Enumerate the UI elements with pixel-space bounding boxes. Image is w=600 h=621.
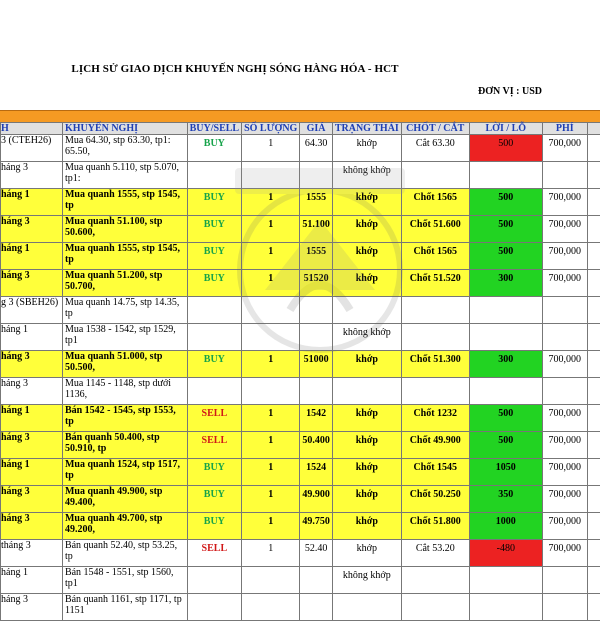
column-header[interactable]: BUY/SELL — [187, 123, 241, 135]
extra-cell[interactable] — [587, 270, 600, 297]
buy-sell-cell[interactable]: BUY — [187, 189, 241, 216]
status-cell[interactable]: khớp — [332, 459, 401, 486]
buy-sell-cell[interactable] — [187, 378, 241, 405]
recommendation-cell[interactable]: Bán quanh 50.400, stp 50.910, tp — [62, 432, 187, 459]
fee-cell[interactable]: 700,000 — [542, 189, 587, 216]
quantity-cell[interactable]: 1 — [242, 486, 300, 513]
profit-loss-cell[interactable]: 500 — [469, 216, 542, 243]
contract-cell[interactable]: háng 3 — [1, 378, 63, 405]
fee-cell[interactable]: 700,000 — [542, 135, 587, 162]
quantity-cell[interactable] — [242, 594, 300, 621]
fee-cell[interactable]: 700,000 — [542, 405, 587, 432]
price-cell[interactable]: 1542 — [300, 405, 333, 432]
table-row — [1, 405, 600, 432]
profit-loss-cell[interactable] — [469, 162, 542, 189]
close-cut-cell[interactable] — [401, 297, 469, 324]
buy-sell-cell[interactable]: BUY — [187, 135, 241, 162]
buy-sell-cell[interactable]: BUY — [187, 459, 241, 486]
quantity-cell[interactable] — [242, 297, 300, 324]
buy-sell-cell[interactable] — [187, 297, 241, 324]
price-cell[interactable] — [300, 162, 333, 189]
quantity-cell[interactable]: 1 — [242, 243, 300, 270]
price-cell[interactable]: 49.900 — [300, 486, 333, 513]
contract-cell[interactable]: háng 3 — [1, 216, 63, 243]
buy-sell-cell[interactable] — [187, 594, 241, 621]
profit-loss-cell[interactable] — [469, 378, 542, 405]
close-cut-cell[interactable]: Chốt 51.520 — [401, 270, 469, 297]
recommendation-cell[interactable]: Mua quanh 1555, stp 1545, tp — [62, 243, 187, 270]
contract-cell[interactable]: háng 1 — [1, 324, 63, 351]
table-row — [1, 567, 600, 594]
status-cell[interactable]: khớp — [332, 351, 401, 378]
contract-cell[interactable]: háng 3 — [1, 513, 63, 540]
contract-cell[interactable]: háng 1 — [1, 567, 63, 594]
profit-loss-cell[interactable]: 500 — [469, 135, 542, 162]
close-cut-cell[interactable]: Chốt 1232 — [401, 405, 469, 432]
fee-cell[interactable]: 700,000 — [542, 486, 587, 513]
status-cell[interactable]: khớp — [332, 216, 401, 243]
contract-cell[interactable]: g 3 (SBEH26) — [1, 297, 63, 324]
fee-cell[interactable] — [542, 594, 587, 621]
contract-cell[interactable]: háng 1 — [1, 243, 63, 270]
contract-cell[interactable]: háng 3 — [1, 486, 63, 513]
quantity-cell[interactable]: 1 — [242, 189, 300, 216]
status-cell[interactable] — [332, 297, 401, 324]
close-cut-cell[interactable]: Chốt 1545 — [401, 459, 469, 486]
column-header[interactable]: PHÍ — [542, 123, 587, 135]
quantity-cell[interactable] — [242, 162, 300, 189]
price-cell[interactable]: 1555 — [300, 243, 333, 270]
price-cell[interactable]: 51.100 — [300, 216, 333, 243]
status-cell[interactable]: khớp — [332, 540, 401, 567]
trade-history-table — [0, 122, 600, 621]
recommendation-cell[interactable]: Mua 1538 - 1542, stp 1529, tp1 — [62, 324, 187, 351]
table-row — [1, 162, 600, 189]
column-header[interactable]: KHUYẾN NGHỊ — [62, 123, 187, 135]
close-cut-cell[interactable]: Cắt 63.30 — [401, 135, 469, 162]
profit-loss-cell[interactable]: 1000 — [469, 513, 542, 540]
quantity-cell[interactable]: 1 — [242, 135, 300, 162]
extra-cell[interactable] — [587, 189, 600, 216]
fee-cell[interactable] — [542, 567, 587, 594]
buy-sell-cell[interactable] — [187, 567, 241, 594]
buy-sell-cell[interactable] — [187, 162, 241, 189]
buy-sell-cell[interactable]: SELL — [187, 540, 241, 567]
close-cut-cell[interactable]: Chốt 51.300 — [401, 351, 469, 378]
column-header[interactable] — [587, 123, 600, 135]
recommendation-cell[interactable]: Mua quanh 51.200, stp 50.700, — [62, 270, 187, 297]
profit-loss-cell[interactable]: 500 — [469, 405, 542, 432]
close-cut-cell[interactable]: Cắt 53.20 — [401, 540, 469, 567]
extra-cell[interactable] — [587, 540, 600, 567]
close-cut-cell[interactable]: Chốt 51.600 — [401, 216, 469, 243]
column-header[interactable]: CHỐT / CẮT — [401, 123, 469, 135]
price-cell[interactable]: 1524 — [300, 459, 333, 486]
price-cell[interactable]: 1555 — [300, 189, 333, 216]
profit-loss-cell[interactable] — [469, 297, 542, 324]
contract-cell[interactable]: háng 3 — [1, 162, 63, 189]
status-cell[interactable]: không khớp — [332, 324, 401, 351]
status-cell[interactable]: khớp — [332, 486, 401, 513]
extra-cell[interactable] — [587, 135, 600, 162]
profit-loss-cell[interactable] — [469, 567, 542, 594]
close-cut-cell[interactable]: Chốt 51.800 — [401, 513, 469, 540]
fee-cell[interactable]: 700,000 — [542, 351, 587, 378]
quantity-cell[interactable]: 1 — [242, 270, 300, 297]
quantity-cell[interactable]: 1 — [242, 513, 300, 540]
extra-cell[interactable] — [587, 594, 600, 621]
status-cell[interactable]: khớp — [332, 243, 401, 270]
table-row — [1, 189, 600, 216]
fee-cell[interactable]: 700,000 — [542, 540, 587, 567]
quantity-cell[interactable]: 1 — [242, 432, 300, 459]
extra-cell[interactable] — [587, 567, 600, 594]
table-row — [1, 378, 600, 405]
price-cell[interactable]: 49.750 — [300, 513, 333, 540]
extra-cell[interactable] — [587, 351, 600, 378]
status-cell[interactable]: khớp — [332, 135, 401, 162]
buy-sell-cell[interactable]: BUY — [187, 216, 241, 243]
buy-sell-cell[interactable]: SELL — [187, 405, 241, 432]
profit-loss-cell[interactable] — [469, 594, 542, 621]
status-cell[interactable]: khớp — [332, 513, 401, 540]
status-cell[interactable]: không khớp — [332, 162, 401, 189]
recommendation-cell[interactable]: Mua quanh 1555, stp 1545, tp — [62, 189, 187, 216]
column-header[interactable]: SỐ LƯỢNG — [242, 123, 300, 135]
extra-cell[interactable] — [587, 513, 600, 540]
close-cut-cell[interactable] — [401, 324, 469, 351]
column-header[interactable]: GIÁ — [300, 123, 333, 135]
fee-cell[interactable]: 700,000 — [542, 459, 587, 486]
extra-cell[interactable] — [587, 216, 600, 243]
table-row — [1, 297, 600, 324]
table-row — [1, 216, 600, 243]
quantity-cell[interactable]: 1 — [242, 405, 300, 432]
profit-loss-cell[interactable] — [469, 324, 542, 351]
price-cell[interactable]: 51000 — [300, 351, 333, 378]
buy-sell-cell[interactable]: SELL — [187, 432, 241, 459]
fee-cell[interactable]: 700,000 — [542, 270, 587, 297]
column-header[interactable]: TRẠNG THÁI — [332, 123, 401, 135]
table-row — [1, 135, 600, 162]
contract-cell[interactable]: háng 1 — [1, 405, 63, 432]
fee-cell[interactable] — [542, 324, 587, 351]
profit-loss-cell[interactable]: 500 — [469, 432, 542, 459]
quantity-cell[interactable]: 1 — [242, 351, 300, 378]
price-cell[interactable]: 50.400 — [300, 432, 333, 459]
column-header[interactable]: H — [1, 123, 63, 135]
contract-cell[interactable]: háng 3 — [1, 270, 63, 297]
fee-cell[interactable]: 700,000 — [542, 432, 587, 459]
contract-cell[interactable]: háng 1 — [1, 189, 63, 216]
close-cut-cell[interactable]: Chốt 1565 — [401, 243, 469, 270]
quantity-cell[interactable] — [242, 567, 300, 594]
buy-sell-cell[interactable]: BUY — [187, 513, 241, 540]
fee-cell[interactable] — [542, 378, 587, 405]
profit-loss-cell[interactable]: 500 — [469, 189, 542, 216]
fee-cell[interactable]: 700,000 — [542, 243, 587, 270]
contract-cell[interactable]: háng 3 — [1, 351, 63, 378]
close-cut-cell[interactable] — [401, 594, 469, 621]
recommendation-cell[interactable]: Mua quanh 14.75, stp 14.35, tp — [62, 297, 187, 324]
extra-cell[interactable] — [587, 432, 600, 459]
extra-cell[interactable] — [587, 243, 600, 270]
extra-cell[interactable] — [587, 486, 600, 513]
extra-cell[interactable] — [587, 459, 600, 486]
table-row — [1, 324, 600, 351]
recommendation-cell[interactable]: Bán quanh 1161, stp 1171, tp 1151 — [62, 594, 187, 621]
table-row — [1, 540, 600, 567]
buy-sell-cell[interactable]: BUY — [187, 486, 241, 513]
recommendation-cell[interactable]: Bán 1542 - 1545, stp 1553, tp — [62, 405, 187, 432]
table-row — [1, 270, 600, 297]
table-row — [1, 351, 600, 378]
profit-loss-cell[interactable]: 300 — [469, 270, 542, 297]
close-cut-cell[interactable] — [401, 162, 469, 189]
price-cell[interactable] — [300, 567, 333, 594]
price-cell[interactable] — [300, 297, 333, 324]
status-cell[interactable] — [332, 594, 401, 621]
close-cut-cell[interactable]: Chốt 49.900 — [401, 432, 469, 459]
page-title: LỊCH SỬ GIAO DỊCH KHUYẾN NGHỊ SÓNG HÀNG HÓA - HCT — [0, 63, 470, 75]
status-cell[interactable]: khớp — [332, 189, 401, 216]
recommendation-cell[interactable]: Bán 1548 - 1551, stp 1560, tp1 — [62, 567, 187, 594]
recommendation-cell[interactable]: Mua quanh 49.900, stp 49.400, — [62, 486, 187, 513]
profit-loss-cell[interactable]: 500 — [469, 243, 542, 270]
extra-cell[interactable] — [587, 324, 600, 351]
extra-cell[interactable] — [587, 378, 600, 405]
profit-loss-cell[interactable]: -480 — [469, 540, 542, 567]
price-cell[interactable] — [300, 378, 333, 405]
quantity-cell[interactable] — [242, 378, 300, 405]
fee-cell[interactable]: 700,000 — [542, 216, 587, 243]
extra-cell[interactable] — [587, 162, 600, 189]
price-cell[interactable]: 64.30 — [300, 135, 333, 162]
extra-cell[interactable] — [587, 405, 600, 432]
close-cut-cell[interactable] — [401, 378, 469, 405]
price-cell[interactable]: 51520 — [300, 270, 333, 297]
table-row — [1, 459, 600, 486]
status-cell[interactable]: khớp — [332, 432, 401, 459]
contract-cell[interactable]: tháng 3 — [1, 540, 63, 567]
table-row — [1, 432, 600, 459]
recommendation-cell[interactable]: Bán quanh 52.40, stp 53.25, tp — [62, 540, 187, 567]
table-row — [1, 486, 600, 513]
contract-cell[interactable]: háng 3 — [1, 594, 63, 621]
fee-cell[interactable] — [542, 162, 587, 189]
buy-sell-cell[interactable]: BUY — [187, 270, 241, 297]
recommendation-cell[interactable]: Mua quanh 5.110, stp 5.070, tp1: — [62, 162, 187, 189]
profit-loss-cell[interactable]: 300 — [469, 351, 542, 378]
table-row — [1, 513, 600, 540]
buy-sell-cell[interactable]: BUY — [187, 243, 241, 270]
close-cut-cell[interactable] — [401, 567, 469, 594]
contract-cell[interactable]: háng 3 — [1, 432, 63, 459]
close-cut-cell[interactable]: Chốt 50.250 — [401, 486, 469, 513]
status-cell[interactable]: khớp — [332, 405, 401, 432]
close-cut-cell[interactable]: Chốt 1565 — [401, 189, 469, 216]
price-cell[interactable]: 52.40 — [300, 540, 333, 567]
recommendation-cell[interactable]: Mua 1145 - 1148, stp dưới 1136, — [62, 378, 187, 405]
contract-cell[interactable]: 3 (CTEH26) — [1, 135, 63, 162]
contract-cell[interactable]: háng 1 — [1, 459, 63, 486]
profit-loss-cell[interactable]: 1050 — [469, 459, 542, 486]
table-header-row — [1, 123, 600, 135]
recommendation-cell[interactable]: Mua quanh 49.700, stp 49.200, — [62, 513, 187, 540]
quantity-cell[interactable]: 1 — [242, 540, 300, 567]
recommendation-cell[interactable]: Mua quanh 51.100, stp 50.600, — [62, 216, 187, 243]
spreadsheet-area[interactable] — [0, 122, 600, 600]
status-cell[interactable] — [332, 378, 401, 405]
quantity-cell[interactable]: 1 — [242, 459, 300, 486]
fee-cell[interactable] — [542, 297, 587, 324]
price-cell[interactable] — [300, 594, 333, 621]
table-row — [1, 594, 600, 621]
quantity-cell[interactable]: 1 — [242, 216, 300, 243]
extra-cell[interactable] — [587, 297, 600, 324]
status-cell[interactable]: không khớp — [332, 567, 401, 594]
column-header[interactable]: LỜI / LỖ — [469, 123, 542, 135]
quantity-cell[interactable] — [242, 324, 300, 351]
recommendation-cell[interactable]: Mua quanh 1524, stp 1517, tp — [62, 459, 187, 486]
buy-sell-cell[interactable] — [187, 324, 241, 351]
fee-cell[interactable]: 700,000 — [542, 513, 587, 540]
unit-label: ĐƠN VỊ : USD — [478, 86, 542, 97]
recommendation-cell[interactable]: Mua quanh 51.000, stp 50.500, — [62, 351, 187, 378]
buy-sell-cell[interactable]: BUY — [187, 351, 241, 378]
table-row — [1, 243, 600, 270]
status-cell[interactable]: khớp — [332, 270, 401, 297]
profit-loss-cell[interactable]: 350 — [469, 486, 542, 513]
price-cell[interactable] — [300, 324, 333, 351]
recommendation-cell[interactable]: Mua 64.30, stp 63.30, tp1: 65.50, — [62, 135, 187, 162]
